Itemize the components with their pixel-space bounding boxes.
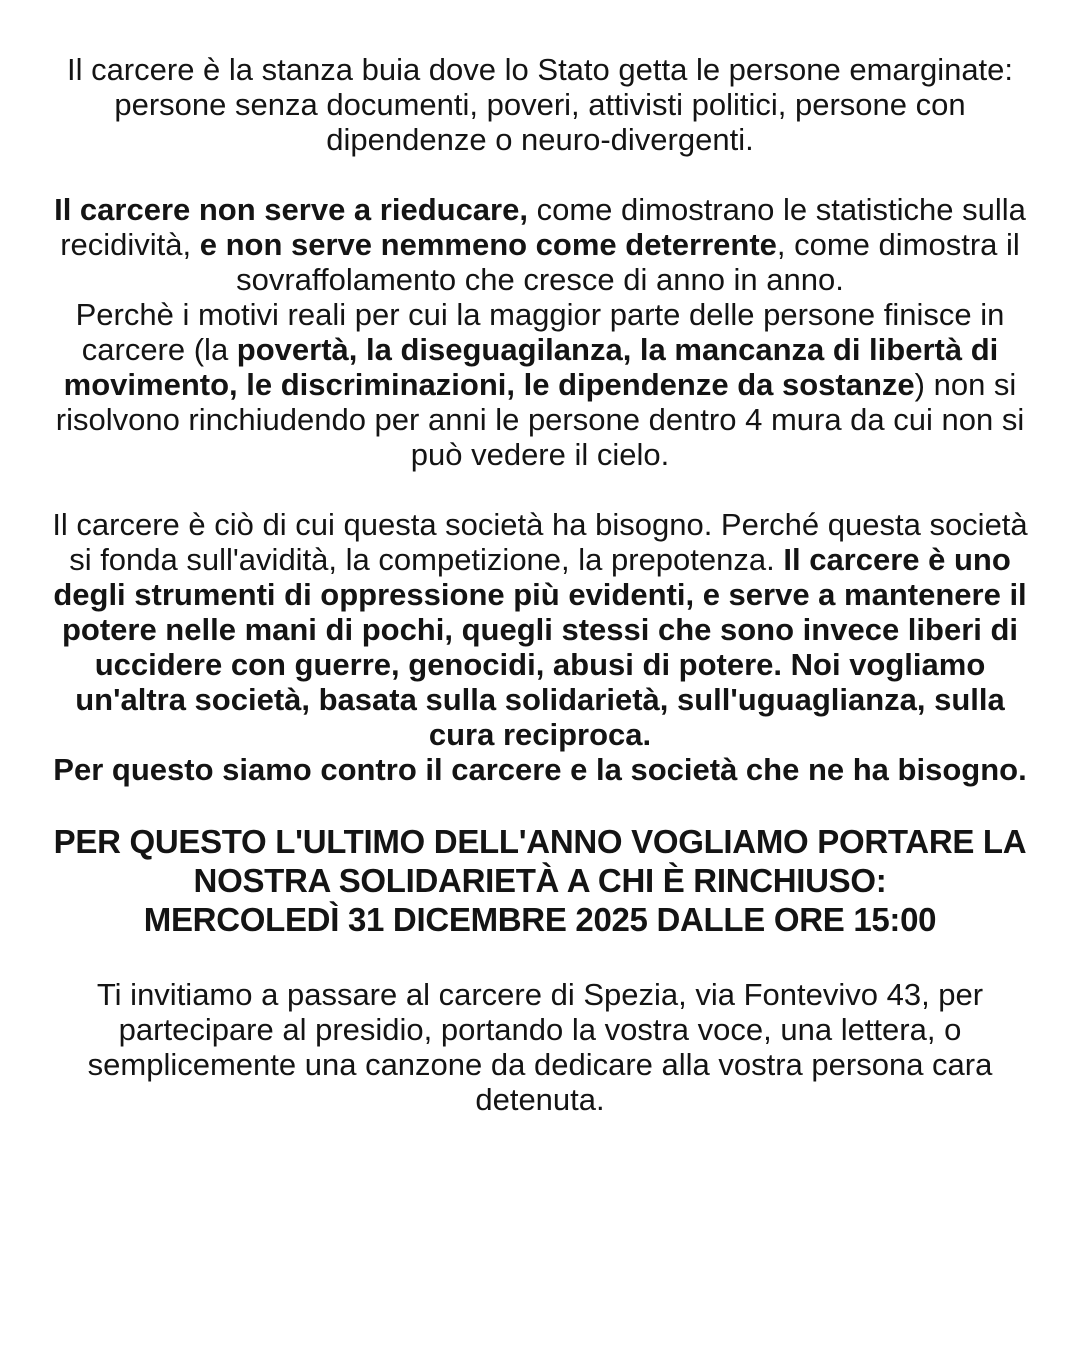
paragraph-society-critique: Il carcere è ciò di cui questa società ha bisogno. Perché questa società si fonda sull'avidità, la competizione, la prepotenza. Il carcere è uno degli strumenti di oppressione più evidenti, e serve a mantenere il potere nelle mani di pochi, quegli stessi che sono invece liberi di uccidere con guerre, genocidi, abusi di potere. Noi vogliamo un'altra società, basata sulla solidarietà, sull'uguaglianza, sulla cura reciproca. Per questo siamo contro il carcere e la società che ne ha bisogno. xyxy=(52,507,1028,787)
paragraph-intro: Il carcere è la stanza buia dove lo Stato getta le persone emarginate: persone senza documenti, poveri, attivisti politici, persone con dipendenze o neuro-divergenti. xyxy=(66,52,1014,157)
paragraph-prison-does-not-reeducate: Il carcere non serve a rieducare, come dimostrano le statistiche sulla recidività, e non serve nemmeno come deterrente, come dimostra il sovraffolamento che cresce di anno in anno. Perchè i motivi reali per cui la maggior parte delle persone finisce in carcere (la povertà, la diseguagilanza, la mancanza di libertà di movimento, le discriminazioni, le dipendenze da sostanze) non si risolvono rinchiudendo per anni le persone dentro 4 mura da cui non si può vedere il cielo. xyxy=(54,192,1026,472)
paragraph-event-announcement: PER QUESTO L'ULTIMO DELL'ANNO VOGLIAMO PORTARE LA NOSTRA SOLIDARIETÀ A CHI È RINCHIUSO: MERCOLEDÌ 31 DICEMBRE 2025 DALLE ORE 15:00 xyxy=(53,823,1027,938)
paragraph-invitation: Ti invitiamo a passare al carcere di Spezia, via Fontevivo 43, per partecipare al presidio, portando la vostra voce, una lettera, o semplicemente una canzone da dedicare alla vostra persona cara detenuta. xyxy=(87,977,993,1117)
